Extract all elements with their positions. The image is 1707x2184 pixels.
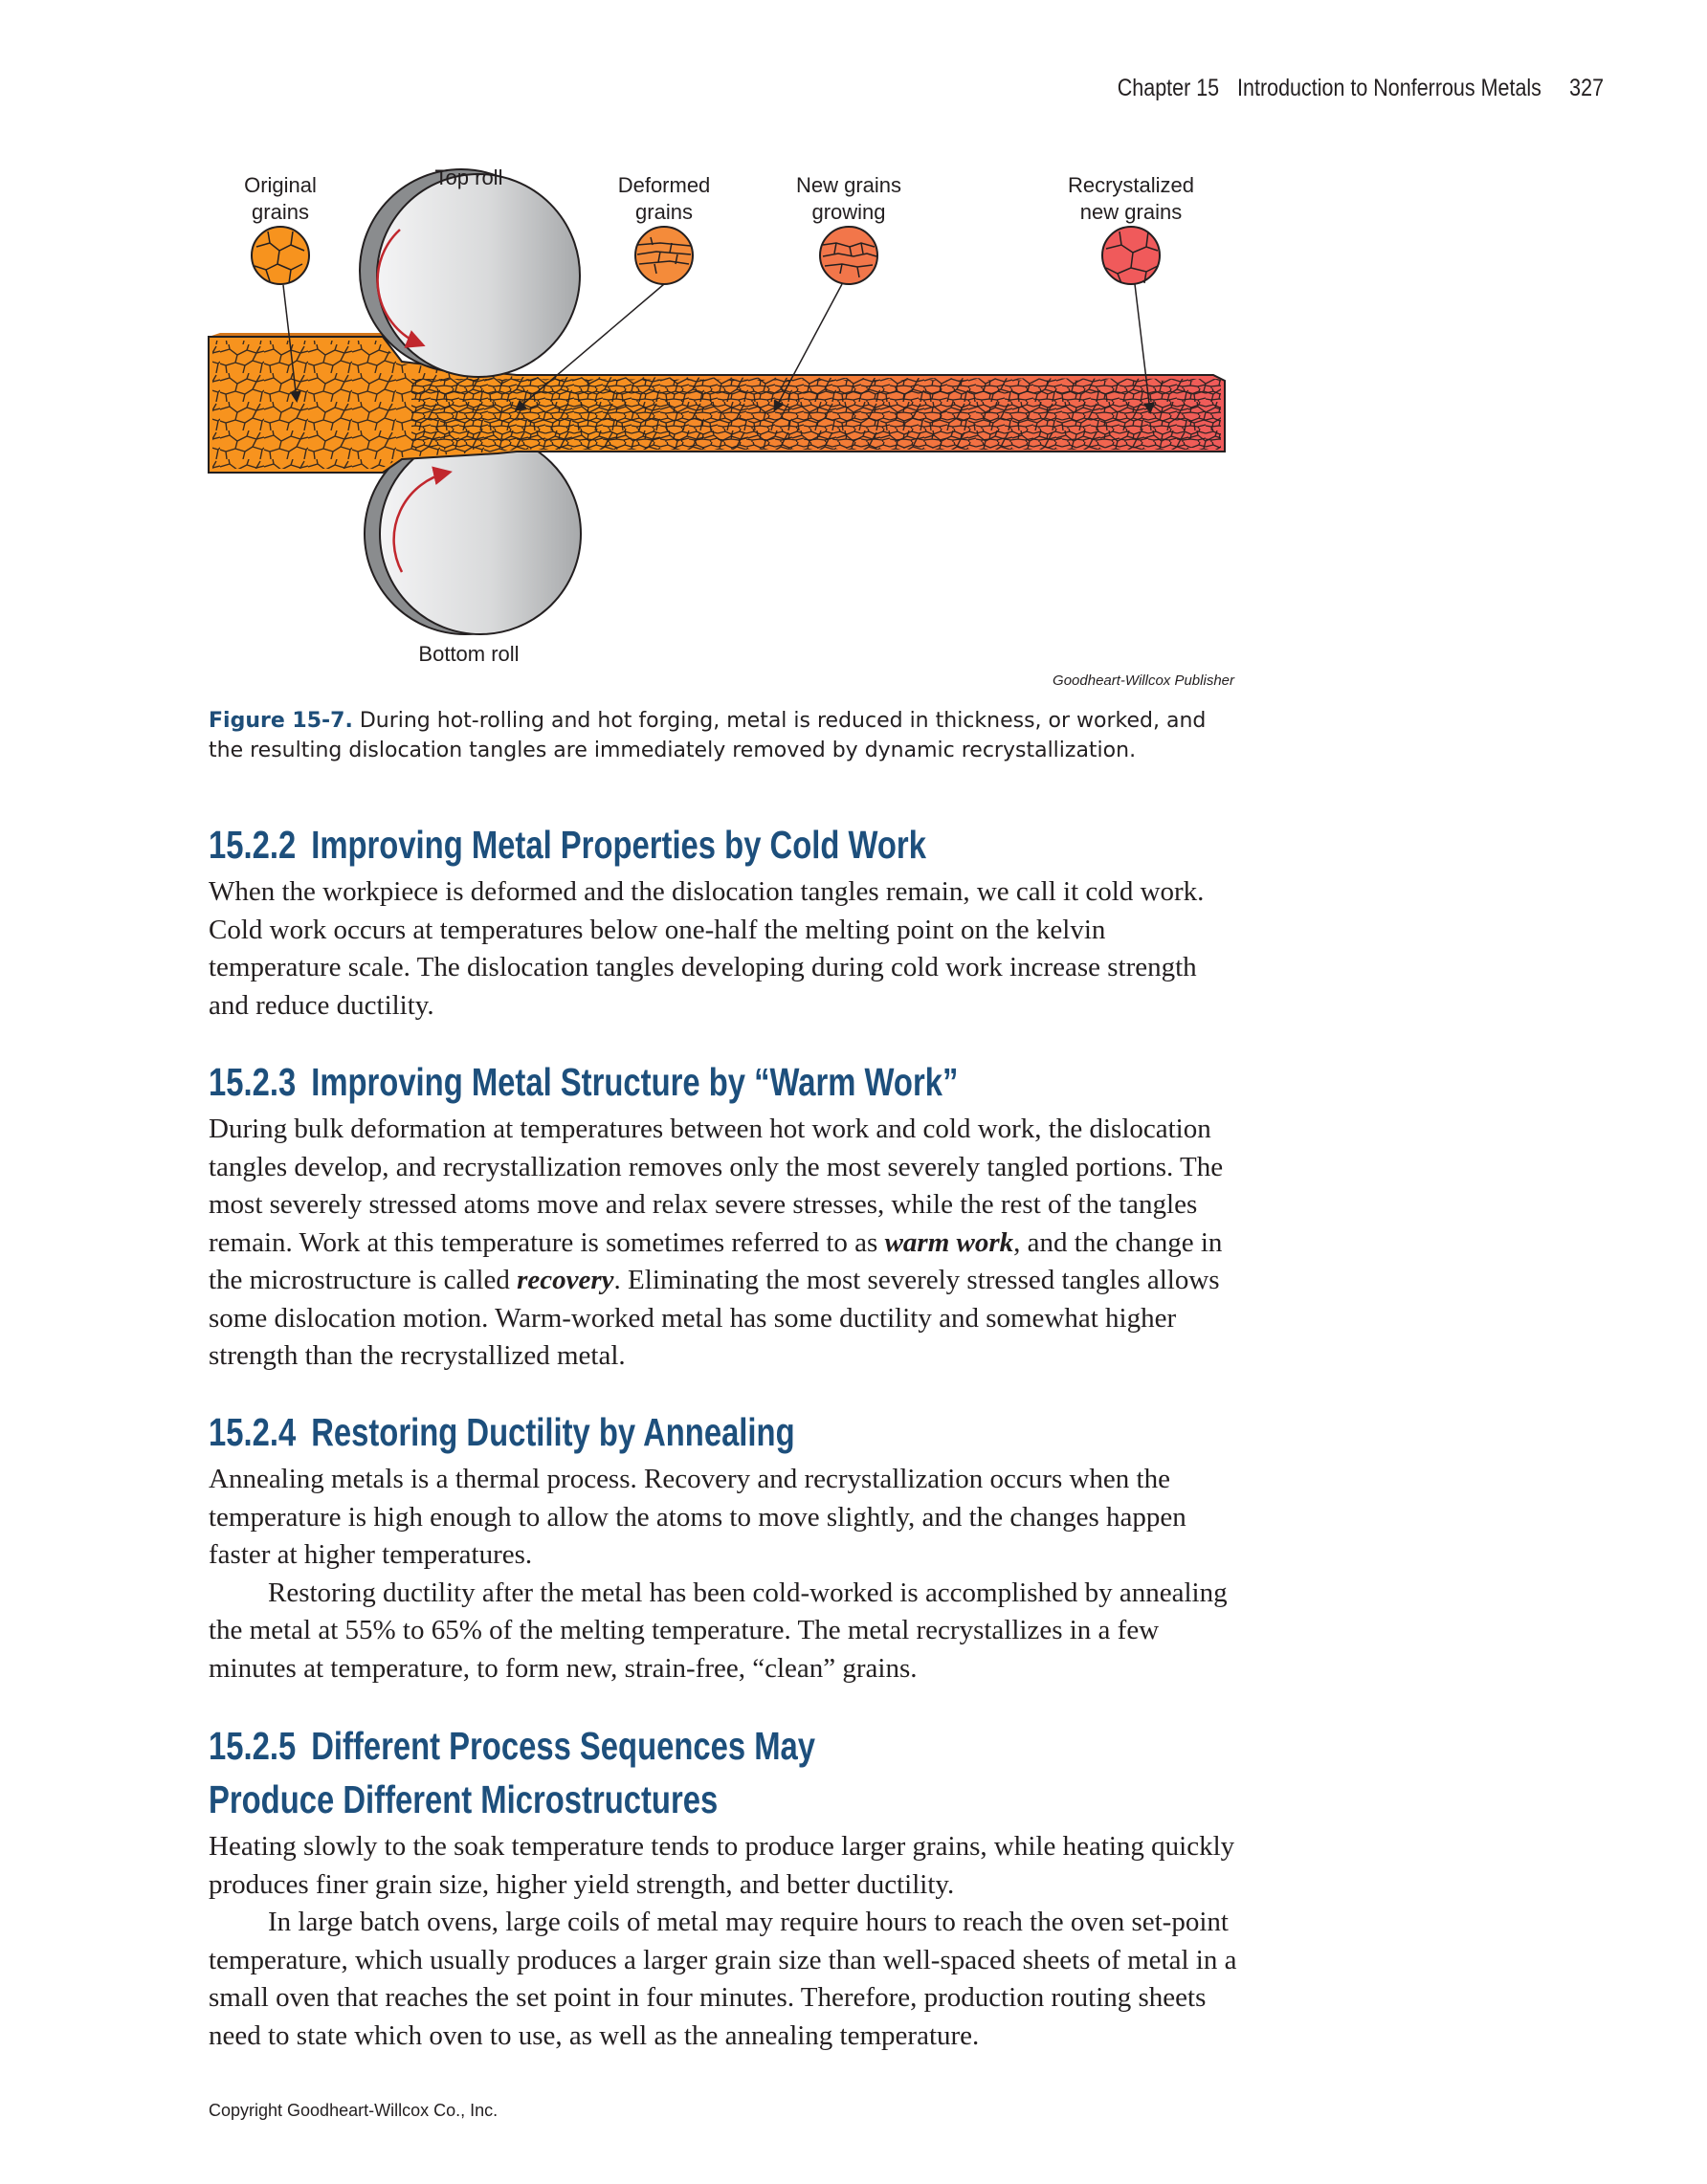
figure-credit: Goodheart-Willcox Publisher xyxy=(1053,673,1234,689)
label-recrystallized-2: new grains xyxy=(1079,200,1183,224)
paragraph xyxy=(209,1111,1242,1376)
figure-caption-text: During hot-rolling and hot forging, metal is reduced in thickness, or worked, and the resulting dislocation tangles are immediately removed by dynamic recrystallization. xyxy=(209,709,1207,762)
section-heading xyxy=(209,1407,1035,1457)
section-title-line-2: Produce Different Microstructures xyxy=(209,1777,719,1821)
section-heading xyxy=(209,1057,1035,1107)
section-number: 15.2.3 xyxy=(209,1060,297,1104)
term-recovery: recovery xyxy=(517,1265,614,1295)
metal-bar xyxy=(209,333,1225,473)
paragraph: Annealing metals is a thermal process. Recovery and recrystallization occurs when the temperature is high enough to allow the atoms to move slightly, and the changes happen faster at higher temperatures. xyxy=(209,1464,1186,1570)
chapter-title: Introduction to Nonferrous Metals xyxy=(1236,75,1541,101)
label-deformed-grains-2: grains xyxy=(635,200,693,224)
label-bottom-roll: Bottom roll xyxy=(418,642,520,666)
section-number: 15.2.2 xyxy=(209,823,297,867)
section-15-2-3 xyxy=(209,1057,1242,1376)
paragraph: Restoring ductility after the metal has been cold-worked is accomplished by annealing the metal at 55% to 65% of the melting temperature. The metal recrystallizes in a few minutes at temperature, to form new, strain-free, “clean” grains. xyxy=(209,1577,1228,1684)
term-warm-work: warm work xyxy=(884,1226,1014,1258)
section-15-2-2 xyxy=(209,820,1242,1025)
figure-number: Figure 15-7. xyxy=(209,709,353,733)
figure-caption xyxy=(209,706,1242,765)
section-title: Improving Metal Properties by Cold Work xyxy=(311,823,926,867)
section-title: Improving Metal Structure by “Warm Work” xyxy=(311,1060,959,1104)
paragraph: In large batch ovens, large coils of metal may require hours to reach the oven set-point temperature, which usually produces a larger grain size than well-spaced sheets of metal in a small oven that reaches the set point in four minutes. Therefore, production routing sheets need to state which oven to use, as well as the annealing temperature. xyxy=(209,1907,1237,2051)
section-number: 15.2.5 xyxy=(209,1724,297,1768)
label-new-grains-2: growing xyxy=(811,200,886,224)
copyright-footer: Copyright Goodheart-Willcox Co., Inc. xyxy=(209,2101,499,2120)
chapter-number: Chapter 15 xyxy=(1117,75,1220,101)
text-run: , and the change in the microstructure is called xyxy=(209,1226,1223,1295)
text-run: . Eliminating the most severely stressed tangles allows some dislocation motion. Warm-worked metal has some ductility and somewhat higher strength than the recrystallized metal. xyxy=(209,1265,1220,1371)
paragraph: When the workpiece is deformed and the dislocation tangles remain, we call it cold work. Cold work occurs at temperatures below one-half the melting point on the kelvin temperature scale. The dislocation tangles developing during cold work increase strength and reduce ductility. xyxy=(209,876,1205,1021)
section-15-2-4 xyxy=(209,1407,1242,1688)
hot-rolling-figure xyxy=(0,0,1707,698)
top-roll xyxy=(360,169,580,377)
label-recrystallized-1: Recrystalized xyxy=(1067,173,1195,197)
text-run: During bulk deformation at temperatures between hot work and cold work, the dislocation tangles develop, and recrystallization removes only the most severely tangled portions. The most severely stressed atoms move and relax severe stresses, while the rest of the tangles remain. Work at this temperature is sometimes referred to as xyxy=(209,1114,1224,1258)
section-number: 15.2.4 xyxy=(209,1410,297,1454)
label-new-grains-1: New grains xyxy=(795,173,902,197)
label-top-roll: Top roll xyxy=(434,165,503,189)
label-original-grains-2: grains xyxy=(252,200,309,224)
label-original-grains-1: Original xyxy=(244,173,317,197)
label-deformed-grains-1: Deformed xyxy=(617,173,711,197)
section-title: Restoring Ductility by Annealing xyxy=(311,1410,795,1454)
section-15-2-5 xyxy=(209,1721,1242,2055)
section-heading xyxy=(209,820,1035,870)
section-heading-line-2 xyxy=(209,1775,1035,1824)
section-heading xyxy=(209,1721,1035,1771)
page-number: 327 xyxy=(1569,75,1604,101)
paragraph: Heating slowly to the soak temperature tends to produce larger grains, while heating quickly produces finer grain size, higher yield strength, and better ductility. xyxy=(209,1831,1235,1900)
section-title-line-1: Different Process Sequences May xyxy=(311,1724,816,1768)
